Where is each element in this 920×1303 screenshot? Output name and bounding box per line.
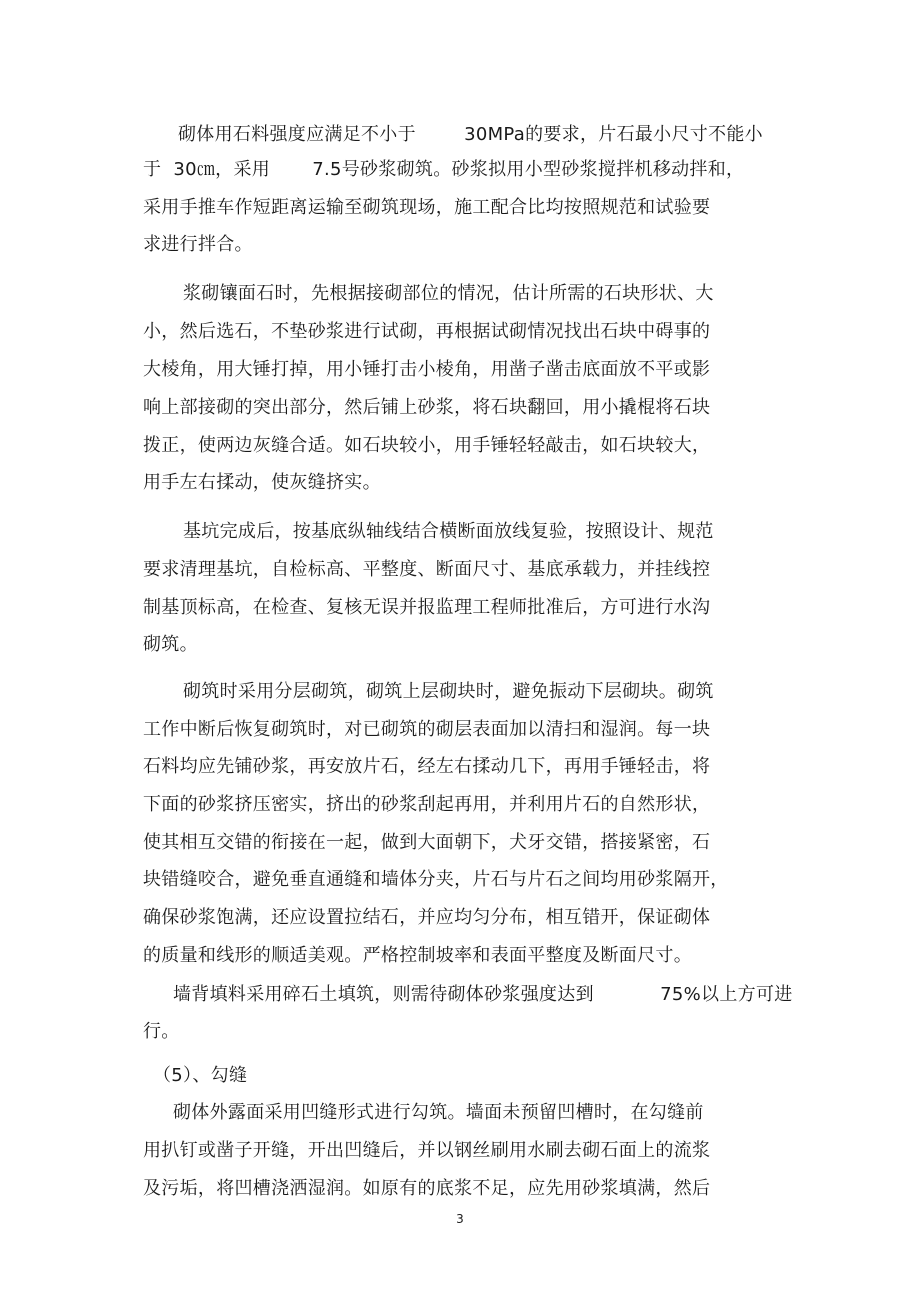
text-line: 响上部接砌的突出部分，然后铺上砂浆，将石块翻回，用小撬棍将石块 <box>143 397 711 418</box>
text-line: 石料均应先铺砂浆，再安放片石，经左右揉动几下，再用手锤轻击，将 <box>143 756 711 777</box>
text-line: 砌筑时采用分层砌筑，砌筑上层砌块时，避免振动下层砌块。砌筑 <box>183 681 714 702</box>
text-line: 工作中断后恢复砌筑时，对已砌筑的砌层表面加以清扫和湿润。每一块 <box>143 719 711 740</box>
text-line: 砌体外露面采用凹缝形式进行勾筑。墙面未预留凹槽时，在勾缝前 <box>173 1102 704 1123</box>
text-line: 小，然后选石，不垫砂浆进行试砌，再根据试砌情况找出石块中碍事的 <box>143 321 711 342</box>
section-heading: （5）、勾缝 <box>153 1065 248 1086</box>
page-number: 3 <box>456 1212 464 1226</box>
text-line: 砌筑。 <box>143 634 198 655</box>
text-line: 采用手推车作短距离运输至砌筑现场，施工配合比均按照规范和试验要 <box>143 197 711 218</box>
text-line: 制基顶标高，在检查、复核无误并报监理工程师批准后，方可进行水沟 <box>143 597 711 618</box>
text-line: 求进行拌合。 <box>143 234 253 255</box>
text-line: 基坑完成后，按基底纵轴线结合横断面放线复验，按照设计、规范 <box>183 521 714 542</box>
text-line: 块错缝咬合，避免垂直通缝和墙体分夹，片石与片石之间均用砂浆隔开， <box>143 869 729 890</box>
text-line: 拨正，使两边灰缝合适。如石块较小，用手锤轻轻敲击，如石块较大， <box>143 435 711 456</box>
text-line: 及污垢，将凹槽浇洒湿润。如原有的底浆不足，应先用砂浆填满，然后 <box>143 1178 711 1199</box>
text-line: 墙背填料采用碎石土填筑，则需待砌体砂浆强度达到 75%以上方可进 <box>173 984 793 1005</box>
text-line: 大棱角，用大锤打掉，用小锤打击小棱角，用凿子凿击底面放不平或影 <box>143 359 711 380</box>
text-line: 于 30㎝，采用 7.5号砂浆砌筑。砂浆拟用小型砂浆搅拌机移动拌和， <box>143 159 745 180</box>
text-line: 用扒钉或凿子开缝，开出凹缝后，并以钢丝刷用水刷去砌石面上的流浆 <box>143 1140 711 1161</box>
text-line: 行。 <box>143 1021 180 1042</box>
text-line: 的质量和线形的顺适美观。严格控制坡率和表面平整度及断面尺寸。 <box>143 945 692 966</box>
text-line: 用手左右揉动，使灰缝挤实。 <box>143 472 381 493</box>
text-line: 下面的砂浆挤压密实，挤出的砂浆刮起再用，并利用片石的自然形状， <box>143 794 711 815</box>
text-line: 浆砌镶面石时，先根据接砌部位的情况，估计所需的石块形状、大 <box>183 283 714 304</box>
text-line: 砌体用石料强度应满足不小于 30MPa的要求，片石最小尺寸不能小 <box>178 124 763 145</box>
text-line: 要求清理基坑，自检标高、平整度、断面尺寸、基底承载力，并挂线控 <box>143 559 711 580</box>
text-line: 使其相互交错的衔接在一起，做到大面朝下，犬牙交错，搭接紧密，石 <box>143 832 711 853</box>
text-line: 确保砂浆饱满，还应设置拉结石，并应均匀分布，相互错开，保证砌体 <box>143 907 711 928</box>
